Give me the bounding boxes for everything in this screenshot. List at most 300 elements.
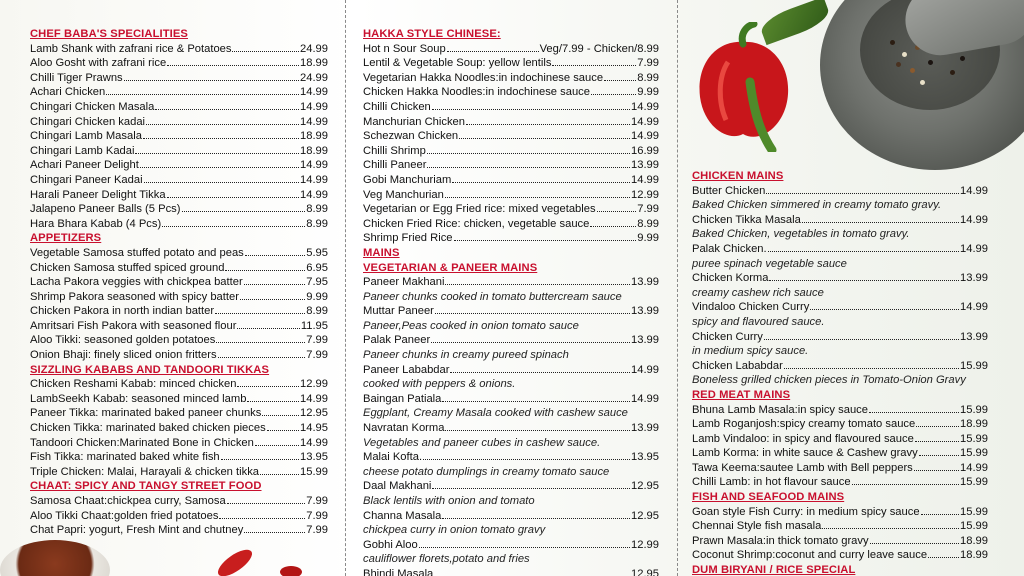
veg-paneer-list: [363, 275, 659, 576]
menu-item-price: 18.99: [300, 57, 328, 70]
menu-item-name: Schezwan Chicken: [363, 130, 459, 143]
dot-leader: [232, 51, 299, 52]
menu-item-name: Vegetable Samosa stuffed potato and peas: [30, 246, 244, 259]
menu-item-name: Vegetarian or Egg Fried rice: mixed vegetables: [363, 203, 596, 216]
menu-item-price: 13.95: [300, 451, 328, 464]
menu-item-name: Lamb Roganjosh:spicy creamy tomato sauce: [692, 418, 916, 431]
menu-item-price: 8.99: [306, 203, 328, 216]
menu-item-price: 14.99: [960, 213, 988, 226]
menu-item-price: 14.99: [300, 100, 328, 113]
menu-item: [30, 494, 328, 509]
menu-item: [692, 330, 988, 345]
menu-item: [30, 261, 328, 276]
menu-item: [363, 129, 659, 144]
menu-item-price: 7.99: [637, 203, 659, 216]
menu-column-2: [363, 27, 659, 576]
menu-item-name: Chennai Style fish masala: [692, 520, 822, 533]
menu-item: [30, 406, 328, 421]
menu-item-name: Chilli Lamb: in hot flavour sauce: [692, 476, 851, 489]
dot-leader: [442, 518, 630, 519]
menu-item-name: Achari Paneer Delight: [30, 159, 139, 172]
menu-item-price: 9.99: [306, 290, 328, 303]
dot-leader: [447, 51, 539, 52]
dot-leader: [769, 280, 959, 281]
menu-item: [30, 421, 328, 436]
dot-leader: [423, 459, 630, 460]
menu-item-price: 14.99: [631, 115, 659, 128]
menu-item-name: Chilli Chicken: [363, 100, 431, 113]
menu-item-price: 7.99: [306, 509, 328, 522]
dot-leader: [442, 401, 630, 402]
menu-item: [363, 275, 659, 290]
menu-item: [692, 300, 988, 315]
menu-item-price: 7.99: [306, 349, 328, 362]
menu-item-price: 14.99: [631, 130, 659, 143]
menu-item: [692, 271, 988, 286]
menu-item: [363, 392, 659, 407]
menu-item: [30, 465, 328, 480]
menu-item: [30, 144, 328, 159]
section-heading: DUM BIRYANI / RICE SPECIAL: [692, 564, 856, 576]
menu-item-price: 5.95: [306, 246, 328, 259]
menu-item-price: 9.99: [637, 232, 659, 245]
menu-item: [363, 173, 659, 188]
dot-leader: [146, 124, 299, 125]
menu-item-price: 15.99: [960, 432, 988, 445]
menu-item: [363, 56, 659, 71]
dot-leader: [445, 430, 630, 431]
menu-item-price: 18.99: [960, 534, 988, 547]
menu-item-name: Baingan Patiala: [363, 392, 442, 405]
menu-item: [363, 202, 659, 217]
menu-item-price: 14.99: [960, 184, 988, 197]
menu-item-price: 14.99: [960, 242, 988, 255]
menu-item: [30, 392, 328, 407]
dot-leader: [869, 412, 959, 413]
menu-item-price: 12.95: [631, 509, 659, 522]
red-chili-image: [214, 545, 256, 576]
dot-leader: [921, 514, 959, 515]
menu-item: [363, 188, 659, 203]
dot-leader: [597, 211, 637, 212]
menu-item-price: 14.99: [300, 159, 328, 172]
section-heading: VEGETARIAN & PANEER MAINS: [363, 261, 538, 274]
menu-item-price: 14.99: [631, 173, 659, 186]
menu-item: [363, 333, 659, 348]
menu-item: [30, 290, 328, 305]
dot-leader: [260, 474, 299, 475]
dot-leader: [450, 372, 630, 373]
menu-item-price: 18.99: [960, 549, 988, 562]
menu-item-name: Chicken Pakora in north indian batter: [30, 305, 215, 318]
menu-item: [30, 158, 328, 173]
menu-item-price: 14.99: [300, 173, 328, 186]
column-divider: [677, 0, 678, 576]
menu-item-name: Goan style Fish Curry: in medium spicy sauce: [692, 505, 920, 518]
menu-item-name: Chicken Samosa stuffed spiced ground: [30, 261, 225, 274]
menu-item-name: Triple Chicken: Malai, Harayali & chicken tikka: [30, 465, 260, 478]
dot-leader: [167, 65, 299, 66]
menu-item-price: 13.99: [631, 305, 659, 318]
dot-leader: [552, 65, 636, 66]
menu-item-name: Chilli Shrimp: [363, 144, 426, 157]
menu-item-name: Samosa Chaat:chickpea curry, Samosa: [30, 495, 226, 507]
menu-item-name: Aloo Tikki: seasoned golden potatoes: [30, 334, 216, 347]
menu-item-name: Chilli Paneer: [363, 159, 427, 172]
menu-item-price: 14.99: [631, 392, 659, 405]
menu-item-name: Chingari Paneer Kadai: [30, 173, 143, 186]
menu-item: [30, 246, 328, 261]
menu-item: [30, 304, 328, 319]
menu-item-name: Harali Paneer Delight Tikka: [30, 188, 166, 201]
menu-item: [30, 129, 328, 144]
menu-item-price: 7.99: [306, 495, 328, 507]
dot-leader: [255, 445, 299, 446]
menu-item-description: Black lentils with onion and tomato: [363, 495, 535, 507]
chaat-list: [30, 494, 328, 538]
menu-item-name: Lamb Vindaloo: in spicy and flavoured sauce: [692, 432, 914, 445]
menu-item: [363, 304, 659, 319]
menu-item-name: Chingari Chicken Masala: [30, 100, 155, 113]
dot-leader: [802, 222, 959, 223]
menu-item-name: Chicken Reshami Kabab: minced chicken: [30, 378, 237, 391]
menu-item-price: 15.99: [960, 359, 988, 372]
menu-item-price: 14.99: [960, 301, 988, 314]
menu-item-price: 12.99: [631, 538, 659, 551]
dot-leader: [215, 313, 305, 314]
dot-leader: [764, 339, 959, 340]
dot-leader: [262, 415, 299, 416]
menu-item-name: Daal Makhani: [363, 480, 432, 493]
menu-item: [363, 217, 659, 232]
dot-leader: [454, 240, 637, 241]
dot-leader: [870, 543, 959, 544]
menu-item-price: 7.95: [306, 276, 328, 289]
menu-item-description: spicy and flavoured sauce.: [692, 315, 825, 328]
menu-item-name: Chicken Tikka: marinated baked chicken pieces: [30, 422, 266, 435]
menu-item-name: Paneer Tikka: marinated baked paneer chunks: [30, 407, 262, 420]
menu-item-name: Chat Papri: yogurt, Fresh Mint and chutney: [30, 524, 244, 537]
menu-item-description: chickpea curry in onion tomato gravy: [363, 524, 546, 537]
menu-item: [363, 479, 659, 494]
menu-item: [30, 71, 328, 86]
menu-item: [363, 71, 659, 86]
menu-item-price: 15.99: [960, 505, 988, 518]
menu-item-price: 8.99: [637, 71, 659, 84]
menu-item: [30, 436, 328, 451]
menu-item-description: Eggplant, Creamy Masala cooked with cashew sauce: [363, 407, 628, 420]
menu-item-price: 15.99: [960, 476, 988, 489]
menu-item: [30, 377, 328, 392]
dot-leader: [459, 138, 630, 139]
menu-item: [30, 85, 328, 100]
menu-item-name: Onion Bhaji: finely sliced onion fritters: [30, 349, 217, 362]
menu-item-price: 8.99: [306, 217, 328, 230]
menu-item-price: 12.99: [631, 188, 659, 201]
menu-item-description: Boneless grilled chicken pieces in Tomato-Onion Gravy: [692, 374, 966, 387]
menu-item-description: Paneer chunks cooked in tomato buttercream sauce: [363, 290, 622, 303]
menu-item-price: 14.99: [300, 115, 328, 128]
dot-leader: [182, 211, 306, 212]
menu-item-price: 8.99: [637, 217, 659, 230]
menu-item-name: Shrimp Pakora seasoned with spicy batter: [30, 290, 239, 303]
section-heading: MAINS: [363, 246, 400, 259]
menu-item-description: puree spinach vegetable sauce: [692, 257, 847, 270]
dot-leader: [144, 182, 299, 183]
menu-item: [363, 85, 659, 100]
menu-item-name: Lacha Pakora veggies with chickpea batter: [30, 276, 243, 289]
menu-item-name: Butter Chicken: [692, 184, 766, 197]
menu-item: [30, 173, 328, 188]
menu-item-name: Bhindi Masala: [363, 567, 434, 576]
menu-item-name: Lamb Shank with zafrani rice & Potatoes: [30, 42, 232, 55]
dot-leader: [245, 255, 305, 256]
dot-leader: [768, 251, 959, 252]
menu-item: [30, 115, 328, 130]
dot-leader: [766, 193, 959, 194]
menu-item-name: Aloo Gosht with zafrani rice: [30, 57, 167, 70]
chef-specials-list: [30, 42, 328, 232]
menu-item-name: Malai Kofta.: [363, 451, 423, 464]
menu-item-name: Aloo Tikki Chaat:golden fried potatoes: [30, 509, 219, 522]
menu-item-price: 6.95: [306, 261, 328, 274]
dot-leader: [427, 153, 630, 154]
menu-item: [363, 450, 659, 465]
dot-leader: [247, 401, 299, 402]
dot-leader: [419, 547, 630, 548]
appetizers-list: [30, 246, 328, 363]
dot-leader: [919, 455, 959, 456]
menu-item: [363, 509, 659, 524]
menu-item-price: 11.95: [300, 319, 328, 332]
menu-column-3: [692, 169, 988, 576]
menu-item-name: Tawa Keema:sautee Lamb with Bell peppers: [692, 461, 913, 474]
sizzling-list: [30, 377, 328, 479]
menu-item-description: cheese potato dumplings in creamy tomato sauce: [363, 465, 610, 478]
menu-item-price: 14.99: [300, 86, 328, 99]
menu-item: [692, 213, 988, 228]
section-heading: CHAAT: SPICY AND TANGY STREET FOOD: [30, 480, 262, 493]
menu-item-price: 12.95: [631, 567, 659, 576]
menu-item-name: Chicken Korma: [692, 272, 769, 285]
menu-item-price: 13.99: [631, 334, 659, 347]
menu-item: [30, 509, 328, 524]
menu-item: [363, 144, 659, 159]
dot-leader: [237, 386, 299, 387]
menu-item-price: 15.99: [960, 447, 988, 460]
menu-item: [692, 403, 988, 418]
menu-item: [363, 158, 659, 173]
menu-item-name: Vindaloo Chicken Curry: [692, 301, 810, 314]
dot-leader: [143, 138, 299, 139]
menu-item: [692, 519, 988, 534]
menu-item-price: 14.99: [960, 461, 988, 474]
menu-item-description: cauliflower florets,potato and fries: [363, 553, 530, 566]
menu-item: [692, 548, 988, 563]
menu-item-price: 8.99: [306, 305, 328, 318]
chicken-mains-list: [692, 184, 988, 388]
menu-item-name: Prawn Masala:in thick tomato gravy: [692, 534, 869, 547]
menu-item-name: Jalapeno Paneer Balls (5 Pcs): [30, 203, 181, 216]
menu-item-name: Muttar Paneer: [363, 305, 434, 318]
menu-item: [363, 363, 659, 378]
menu-item-name: Achari Chicken: [30, 86, 106, 99]
dot-leader: [218, 357, 306, 358]
menu-item-price: 18.99: [300, 144, 328, 157]
menu-item-price: 14.99: [300, 392, 328, 405]
menu-item-description: Vegetables and paneer cubes in cashew sauce.: [363, 436, 601, 449]
menu-item-name: Hara Bhara Kabab (4 Pcs): [30, 217, 162, 230]
menu-item-name: Paneer Lababdar: [363, 363, 450, 376]
menu-item: [30, 100, 328, 115]
menu-item-name: Chicken Fried Rice: chicken, vegetable sauce: [363, 217, 590, 230]
dot-leader: [916, 426, 959, 427]
section-heading: CHEF BABA'S SPECIALITIES: [30, 28, 188, 40]
menu-item: [363, 421, 659, 436]
dot-leader: [124, 80, 299, 81]
dot-leader: [135, 153, 299, 154]
menu-item-name: Lamb Korma: in white sauce & Cashew gravy: [692, 447, 918, 460]
menu-item-price: 7.99: [637, 57, 659, 70]
dot-leader: [810, 309, 959, 310]
dot-leader: [915, 441, 959, 442]
menu-item-price: 13.99: [631, 276, 659, 289]
menu-item-name: Hot n Sour Soup: [363, 42, 446, 55]
dot-leader: [237, 328, 299, 329]
section-heading: RED MEAT MAINS: [692, 388, 791, 401]
dot-leader: [221, 459, 299, 460]
menu-item: [692, 505, 988, 520]
menu-item-price: 14.99: [631, 100, 659, 113]
menu-item: [692, 432, 988, 447]
menu-item: [692, 534, 988, 549]
dot-leader: [267, 430, 299, 431]
menu-item: [30, 188, 328, 203]
hakka-list: [363, 42, 659, 246]
dot-leader: [914, 470, 959, 471]
dot-leader: [604, 80, 636, 81]
section-heading: CHICKEN MAINS: [692, 170, 784, 182]
menu-item: [363, 42, 659, 57]
dot-leader: [432, 488, 630, 489]
menu-item-description: Baked Chicken simmered in creamy tomato gravy.: [692, 199, 942, 212]
menu-item-name: Shrimp Fried Rice: [363, 232, 453, 245]
menu-item-name: Chicken Curry: [692, 330, 763, 343]
section-heading: HAKKA STYLE CHINESE:: [363, 28, 501, 40]
menu-item: [363, 115, 659, 130]
menu-item: [692, 242, 988, 257]
menu-item-name: Bhuna Lamb Masala:in spicy sauce: [692, 403, 868, 416]
dot-leader: [784, 368, 959, 369]
menu-item: [363, 231, 659, 246]
menu-item-name: Chicken Lababdar: [692, 359, 783, 372]
menu-item-price: 12.95: [631, 480, 659, 493]
menu-item-name: Manchurian Chicken: [363, 115, 465, 128]
menu-item-price: 12.99: [300, 378, 328, 391]
menu-item-name: Chicken Hakka Noodles:in indochinese sauce: [363, 86, 590, 99]
menu-item-price: 24.99: [300, 42, 328, 55]
menu-item-price: 14.95: [300, 422, 328, 435]
menu-item-name: Coconut Shrimp:coconut and curry leave sauce: [692, 549, 928, 562]
menu-item-price: 24.99: [300, 71, 328, 84]
menu-item-price: 14.99: [300, 436, 328, 449]
menu-item-name: Palak Chicken.: [692, 242, 767, 255]
menu-item-price: 18.99: [960, 418, 988, 431]
menu-item-description: Paneer chunks in creamy pureed spinach: [363, 349, 569, 362]
red-chili-image: [280, 566, 302, 576]
dot-leader: [155, 109, 299, 110]
menu-item: [30, 523, 328, 538]
menu-item-name: Vegetarian Hakka Noodles:in indochinese sauce: [363, 71, 604, 84]
red-meat-list: [692, 403, 988, 491]
menu-item: [692, 475, 988, 490]
dot-leader: [140, 167, 299, 168]
menu-item: [30, 319, 328, 334]
dot-leader: [591, 94, 636, 95]
menu-item-price: 12.95: [300, 407, 328, 420]
menu-item-price: 13.95: [631, 451, 659, 464]
menu-item: [363, 538, 659, 553]
dot-leader: [452, 182, 630, 183]
dot-leader: [167, 197, 299, 198]
dot-leader: [435, 313, 630, 314]
dot-leader: [445, 284, 630, 285]
menu-item: [692, 417, 988, 432]
menu-item-price: 15.99: [960, 403, 988, 416]
menu-item-name: Paneer Makhani: [363, 276, 445, 289]
dot-leader: [431, 342, 630, 343]
menu-item: [30, 42, 328, 57]
dot-leader: [928, 557, 959, 558]
bell-pepper-image: [688, 22, 798, 152]
menu-item-price: 7.99: [306, 334, 328, 347]
section-heading: FISH AND SEAFOOD MAINS: [692, 491, 845, 504]
dot-leader: [216, 342, 305, 343]
menu-item: [30, 217, 328, 232]
section-heading: APPETIZERS: [30, 232, 102, 245]
dot-leader: [590, 226, 636, 227]
menu-item-name: Veg Manchurian: [363, 188, 444, 201]
menu-item-name: Palak Paneer: [363, 334, 431, 347]
dot-leader: [852, 484, 959, 485]
menu-item-name: Navratan Korma: [363, 422, 445, 435]
menu-item-name: Tandoori Chicken:Marinated Bone in Chicken: [30, 436, 254, 449]
dot-leader: [219, 518, 305, 519]
menu-item-price: 7.99: [306, 524, 328, 537]
menu-item: [692, 359, 988, 374]
menu-item: [30, 56, 328, 71]
menu-item: [30, 275, 328, 290]
menu-item-name: Lentil & Vegetable Soup: yellow lentils: [363, 57, 552, 70]
menu-item-name: Gobi Manchuriam: [363, 173, 452, 186]
menu-item: [363, 100, 659, 115]
dot-leader: [432, 109, 630, 110]
dot-leader: [227, 503, 306, 504]
menu-item-name: Chingari Lamb Kadai: [30, 144, 135, 157]
dot-leader: [244, 532, 305, 533]
menu-item-description: Paneer,Peas cooked in onion tomato sauce: [363, 319, 579, 332]
menu-item-price: 13.99: [631, 159, 659, 172]
dot-leader: [427, 167, 630, 168]
dot-leader: [240, 299, 305, 300]
column-divider: [345, 0, 346, 576]
menu-item-name: Chingari Chicken kadai: [30, 115, 146, 128]
menu-item: [692, 184, 988, 199]
menu-item-name: Fish Tikka: marinated baked white fish: [30, 451, 220, 464]
dot-leader: [822, 528, 959, 529]
menu-item-price: 15.99: [300, 465, 328, 478]
menu-item: [30, 450, 328, 465]
